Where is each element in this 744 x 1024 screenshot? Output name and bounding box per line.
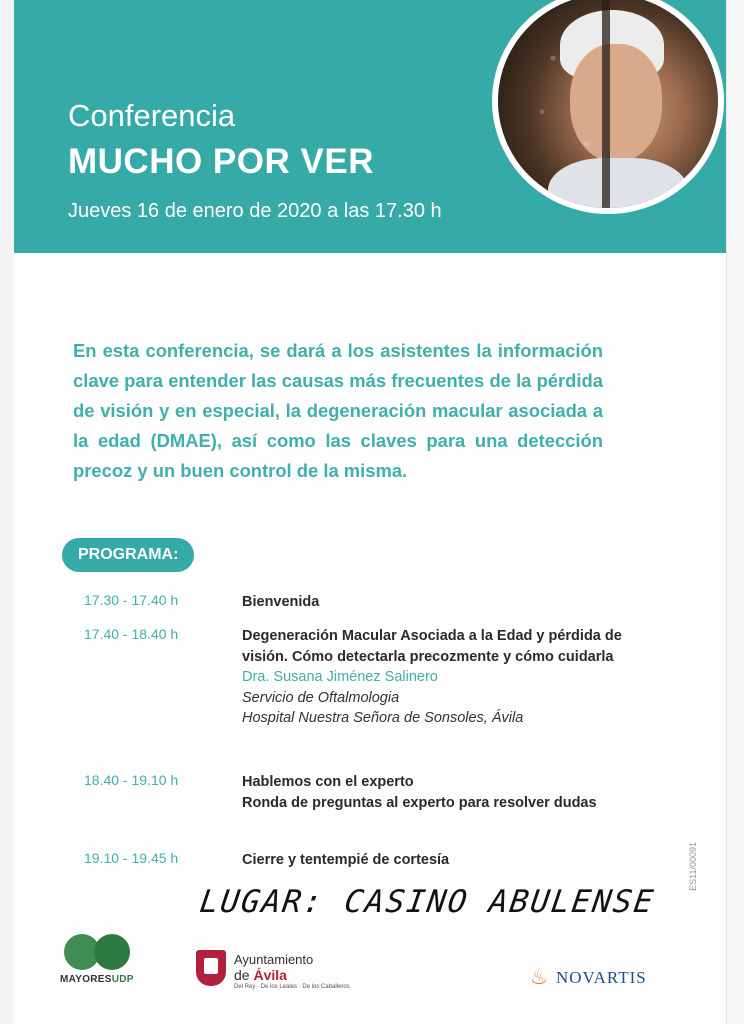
speaker-hospital: Hospital Nuestra Señora de Sonsoles, Ávila — [242, 710, 524, 726]
program-description — [242, 850, 622, 871]
intro-paragraph: En esta conferencia, se dará a los asistentes la información clave para entender las causas más frecuentes de la pérdida de visión y en especial, la degeneración macular asociada a la edad (DMAE), así como las claves para una detección precoz y un buen control de la misma. — [73, 340, 603, 481]
conference-label: Conferencia — [68, 98, 236, 133]
novartis-wordmark: NOVARTIS — [556, 968, 647, 987]
conference-title: MUCHO POR VER — [68, 142, 374, 181]
avila-city: Ávila — [253, 967, 287, 983]
program-title: Cierre y tentempié de cortesía — [242, 852, 450, 868]
program-description — [242, 592, 622, 613]
globe-icon — [94, 934, 130, 970]
ayuntamiento-avila-logo — [196, 948, 356, 998]
shield-icon — [196, 950, 226, 986]
program-heading: PROGRAMA: — [62, 538, 194, 572]
conference-date: Jueves 16 de enero de 2020 a las 17.30 h — [68, 200, 442, 222]
speaker-department: Servicio de Oftalmologia — [242, 689, 400, 706]
mayores-udp-logo — [58, 930, 138, 990]
scan-edge-right — [726, 0, 744, 1024]
avila-line1: Ayuntamiento — [234, 952, 314, 967]
program-title: Hablemos con el experto — [242, 774, 414, 790]
program-time: 18.40 - 19.10 h — [84, 772, 179, 788]
program-time: 17.40 - 18.40 h — [84, 626, 179, 642]
serial-code: ES11/00091 — [688, 842, 698, 891]
program-title: Bienvenida — [242, 594, 320, 610]
flame-icon: ♨ — [530, 967, 548, 989]
program-title: Degeneración Macular Asociada a la Edad y pérdida de visión. Cómo detectarla precozmente y cómo cuidarla — [242, 628, 622, 665]
program-description — [242, 626, 622, 729]
speaker-name: Dra. Susana Jiménez Salinero — [242, 669, 438, 685]
scan-edge-left — [0, 0, 14, 1024]
program-time: 19.10 - 19.45 h — [84, 850, 179, 866]
avila-motto: Del Rey · De los Leales · De los Caballeros — [234, 984, 350, 990]
program-detail: Ronda de preguntas al experto para resolver dudas — [242, 794, 597, 811]
handwritten-location: LUGAR: CASINO ABULENSE — [197, 884, 658, 920]
program-time: 17.30 - 17.40 h — [84, 592, 179, 608]
avila-de: de — [234, 967, 250, 983]
portrait-image — [492, 0, 724, 214]
udp-suffix: UDP — [111, 974, 134, 985]
header-banner — [14, 0, 726, 253]
udp-prefix: MAYORES — [60, 974, 112, 985]
program-description — [242, 772, 622, 813]
speaker-photo — [492, 0, 726, 214]
